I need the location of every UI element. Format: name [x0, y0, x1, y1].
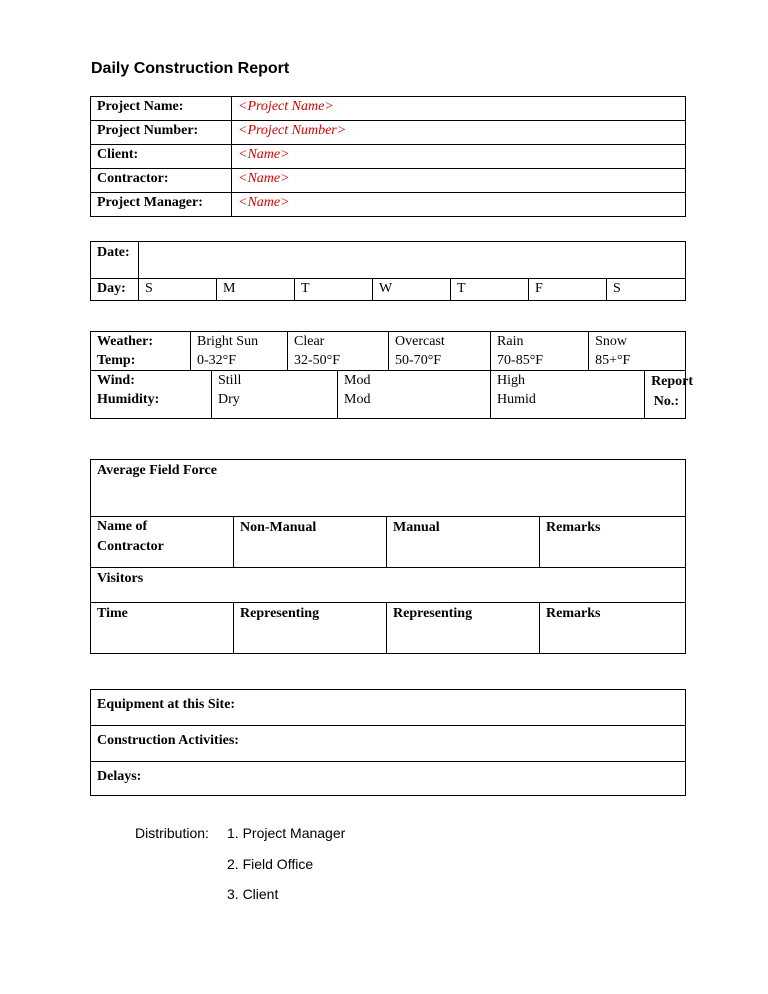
day-sunday[interactable]: S	[139, 279, 217, 301]
client-value[interactable]: <Name>	[232, 145, 686, 169]
contractor-value[interactable]: <Name>	[232, 169, 686, 193]
date-label: Date:	[91, 242, 139, 279]
report-title: Daily Construction Report	[91, 60, 290, 77]
field-force-table	[90, 459, 686, 654]
delays-label[interactable]: Delays:	[91, 762, 686, 796]
weather-clear[interactable]: Clear	[288, 332, 389, 352]
date-day-table	[90, 241, 686, 301]
col-manual: Manual	[387, 517, 540, 568]
weather-bright-sun[interactable]: Bright Sun	[191, 332, 288, 352]
date-field[interactable]	[139, 242, 686, 279]
day-label: Day:	[91, 279, 139, 301]
project-name-value[interactable]: <Project Name>	[232, 97, 686, 121]
site-activities-table	[90, 689, 686, 796]
temp-label: Temp:	[91, 351, 191, 371]
humidity-mod[interactable]: Mod	[338, 390, 491, 419]
col-name-of-contractor: Name of Contractor	[91, 517, 234, 568]
project-manager-value[interactable]: <Name>	[232, 193, 686, 217]
table-row	[91, 517, 686, 568]
report-no-label: No.:	[653, 394, 679, 409]
weather-rain[interactable]: Rain	[491, 332, 589, 352]
project-name-label: Project Name:	[91, 97, 232, 121]
day-wednesday[interactable]: W	[373, 279, 451, 301]
table-row	[91, 371, 686, 391]
wind-still[interactable]: Still	[212, 371, 338, 391]
report-label: Report	[651, 374, 694, 389]
table-row	[91, 145, 686, 169]
distribution-item: 2. Field Office	[227, 856, 314, 872]
project-number-label: Project Number:	[91, 121, 232, 145]
col-remarks: Remarks	[540, 603, 686, 654]
wind-label: Wind:	[91, 371, 212, 391]
table-row	[91, 568, 686, 603]
table-row	[91, 169, 686, 193]
table-row	[91, 603, 686, 654]
weather-snow[interactable]: Snow	[589, 332, 686, 352]
humidity-humid[interactable]: Humid	[491, 390, 645, 419]
day-monday[interactable]: M	[217, 279, 295, 301]
project-info-table	[90, 96, 686, 217]
table-row	[91, 726, 686, 762]
equipment-label[interactable]: Equipment at this Site:	[91, 690, 686, 726]
day-thursday[interactable]: T	[451, 279, 529, 301]
project-manager-label: Project Manager:	[91, 193, 232, 217]
distribution-item: 3. Client	[227, 886, 279, 902]
temp-85-plus[interactable]: 85+°F	[589, 351, 686, 371]
client-label: Client:	[91, 145, 232, 169]
table-row	[91, 690, 686, 726]
col-remarks: Remarks	[540, 517, 686, 568]
temp-0-32[interactable]: 0-32°F	[191, 351, 288, 371]
distribution-label: Distribution:	[135, 825, 209, 841]
contractor-label: Contractor:	[91, 169, 232, 193]
visitors-heading: Visitors	[91, 568, 686, 603]
temp-32-50[interactable]: 32-50°F	[288, 351, 389, 371]
table-row	[91, 351, 686, 371]
report-number-cell	[645, 371, 694, 419]
table-row	[91, 460, 686, 517]
distribution-item: 1. Project Manager	[227, 825, 346, 841]
construction-activities-label[interactable]: Construction Activities:	[91, 726, 686, 762]
project-number-value[interactable]: <Project Number>	[232, 121, 686, 145]
humidity-label: Humidity:	[91, 390, 212, 419]
table-row	[91, 97, 686, 121]
table-row	[91, 279, 686, 301]
col-representing: Representing	[387, 603, 540, 654]
table-row	[91, 762, 686, 796]
day-friday[interactable]: F	[529, 279, 607, 301]
weather-table	[90, 331, 694, 419]
day-tuesday[interactable]: T	[295, 279, 373, 301]
table-row	[91, 390, 686, 419]
average-field-force-heading: Average Field Force	[91, 460, 686, 517]
temp-50-70[interactable]: 50-70°F	[389, 351, 491, 371]
table-row	[91, 121, 686, 145]
wind-mod[interactable]: Mod	[338, 371, 491, 391]
table-row	[91, 332, 686, 352]
wind-high[interactable]: High	[491, 371, 645, 391]
col-representing: Representing	[234, 603, 387, 654]
temp-70-85[interactable]: 70-85°F	[491, 351, 589, 371]
col-time: Time	[91, 603, 234, 654]
table-row	[91, 193, 686, 217]
table-row	[91, 242, 686, 279]
weather-label: Weather:	[91, 332, 191, 352]
humidity-dry[interactable]: Dry	[212, 390, 338, 419]
day-saturday[interactable]: S	[607, 279, 686, 301]
weather-overcast[interactable]: Overcast	[389, 332, 491, 352]
col-non-manual: Non-Manual	[234, 517, 387, 568]
